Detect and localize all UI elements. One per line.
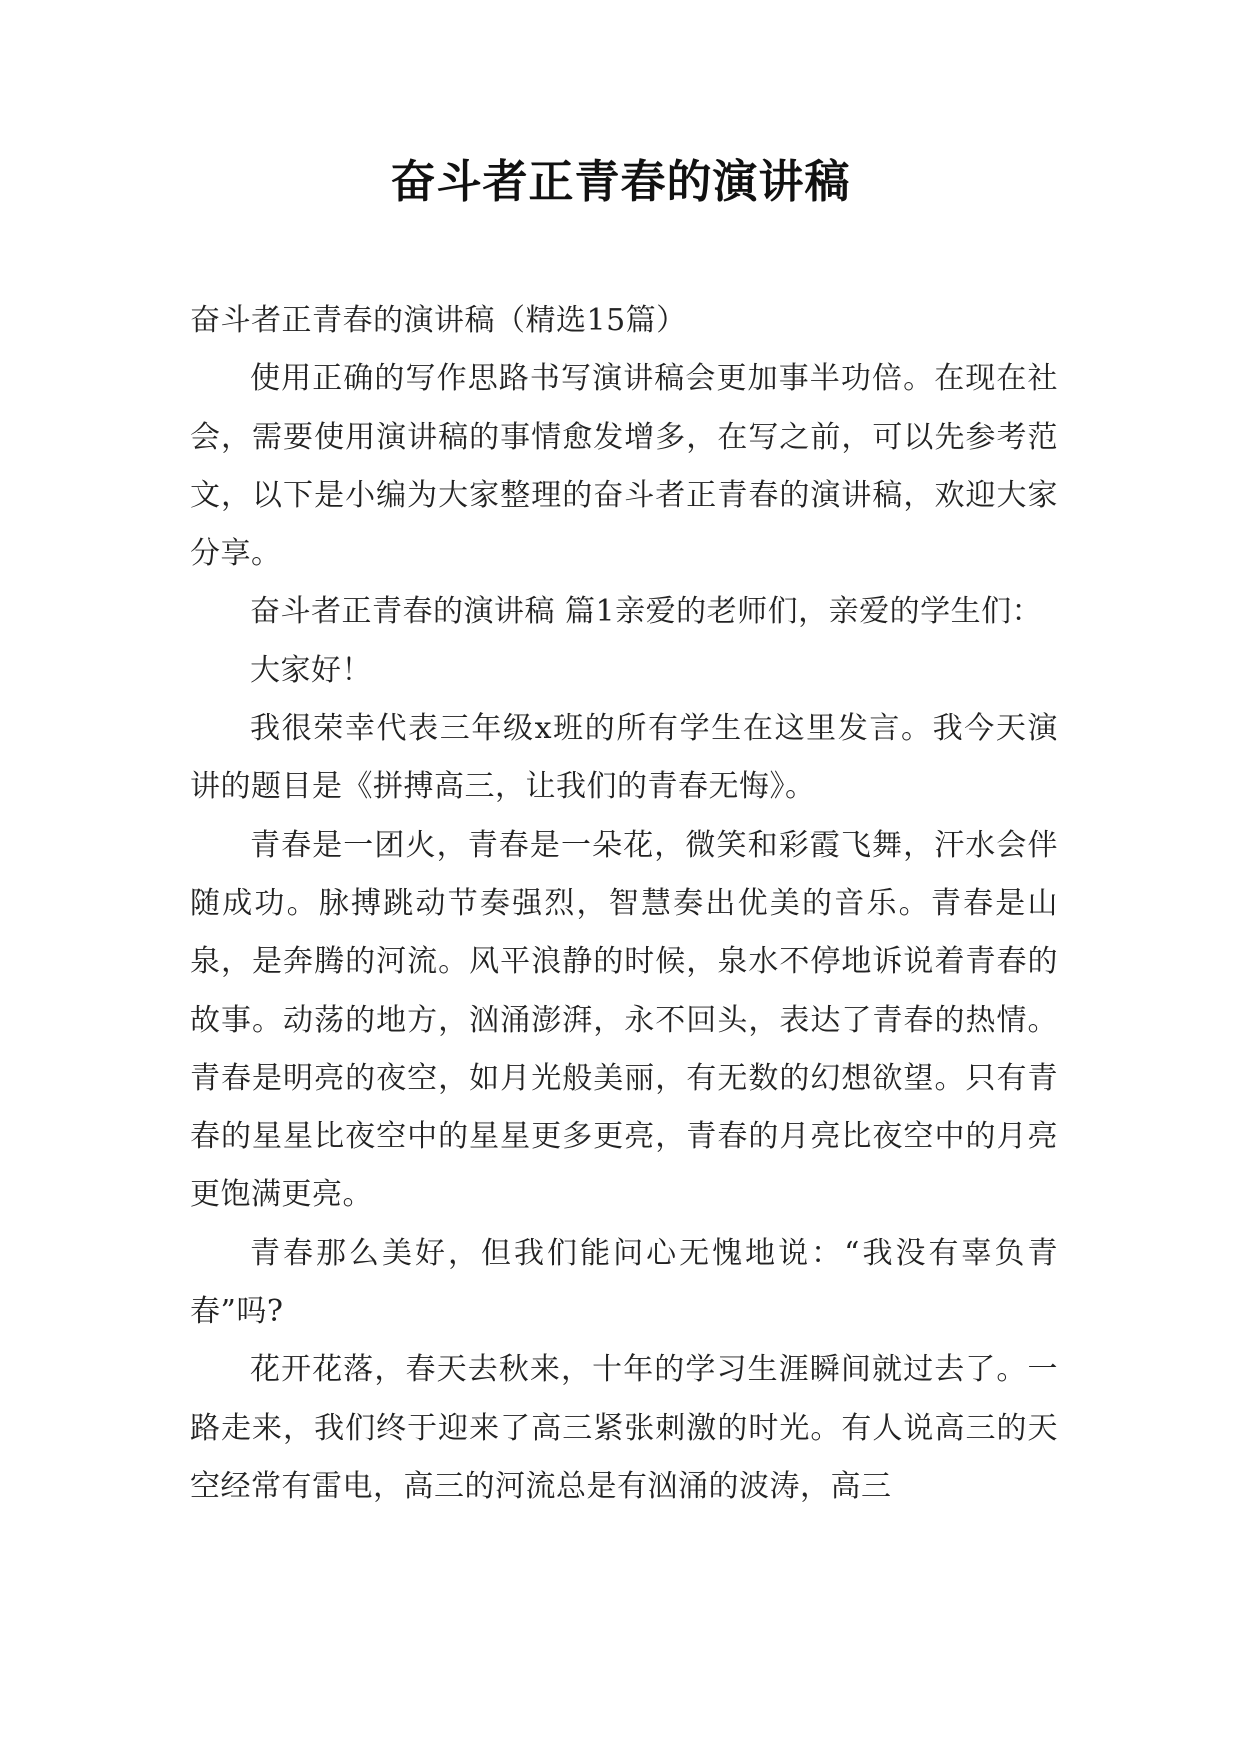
document-body xyxy=(190,292,1058,1516)
paragraph: 青春是一团火，青春是一朵花，微笑和彩霞飞舞，汗水会伴随成功。脉搏跳动节奏强烈，智慧奏出优美的音乐。青春是山泉，是奔腾的河流。风平浪静的时候，泉水不停地诉说着青春的故事。动荡的地方，汹涌澎湃，永不回头，表达了青春的热情。青春是明亮的夜空，如月光般美丽，有无数的幻想欲望。只有青春的星星比夜空中的星星更多更亮，青春的月亮比夜空中的月亮更饱满更亮。 xyxy=(190,827,1058,1213)
paragraph-greeting: 奋斗者正青春的演讲稿 篇1亲爱的老师们，亲爱的学生们： xyxy=(250,594,1043,630)
paragraph: 青春那么美好，但我们能问心无愧地说：“我没有辜负青春”吗? xyxy=(190,1235,1058,1330)
document-title: 奋斗者正青春的演讲稿 xyxy=(390,155,851,208)
paragraph-intro: 使用正确的写作思路书写演讲稿会更加事半功倍。在现在社会，需要使用演讲稿的事情愈发增多，在写之前，可以先参考范文，以下是小编为大家整理的奋斗者正青春的演讲稿，欢迎大家分享。 xyxy=(190,361,1058,572)
paragraph: 我很荣幸代表三年级x班的所有学生在这里发言。我今天演讲的题目是《拼搏高三，让我们的青春无悔》。 xyxy=(190,711,1058,805)
paragraph: 花开花落，春天去秋来，十年的学习生涯瞬间就过去了。一路走来，我们终于迎来了高三紧张刺激的时光。有人说高三的天空经常有雷电，高三的河流总是有汹涌的波涛，高三 xyxy=(190,1352,1058,1504)
paragraph-subtitle: 奋斗者正青春的演讲稿（精选15篇） xyxy=(190,303,687,338)
paragraph-hello: 大家好！ xyxy=(250,652,372,688)
